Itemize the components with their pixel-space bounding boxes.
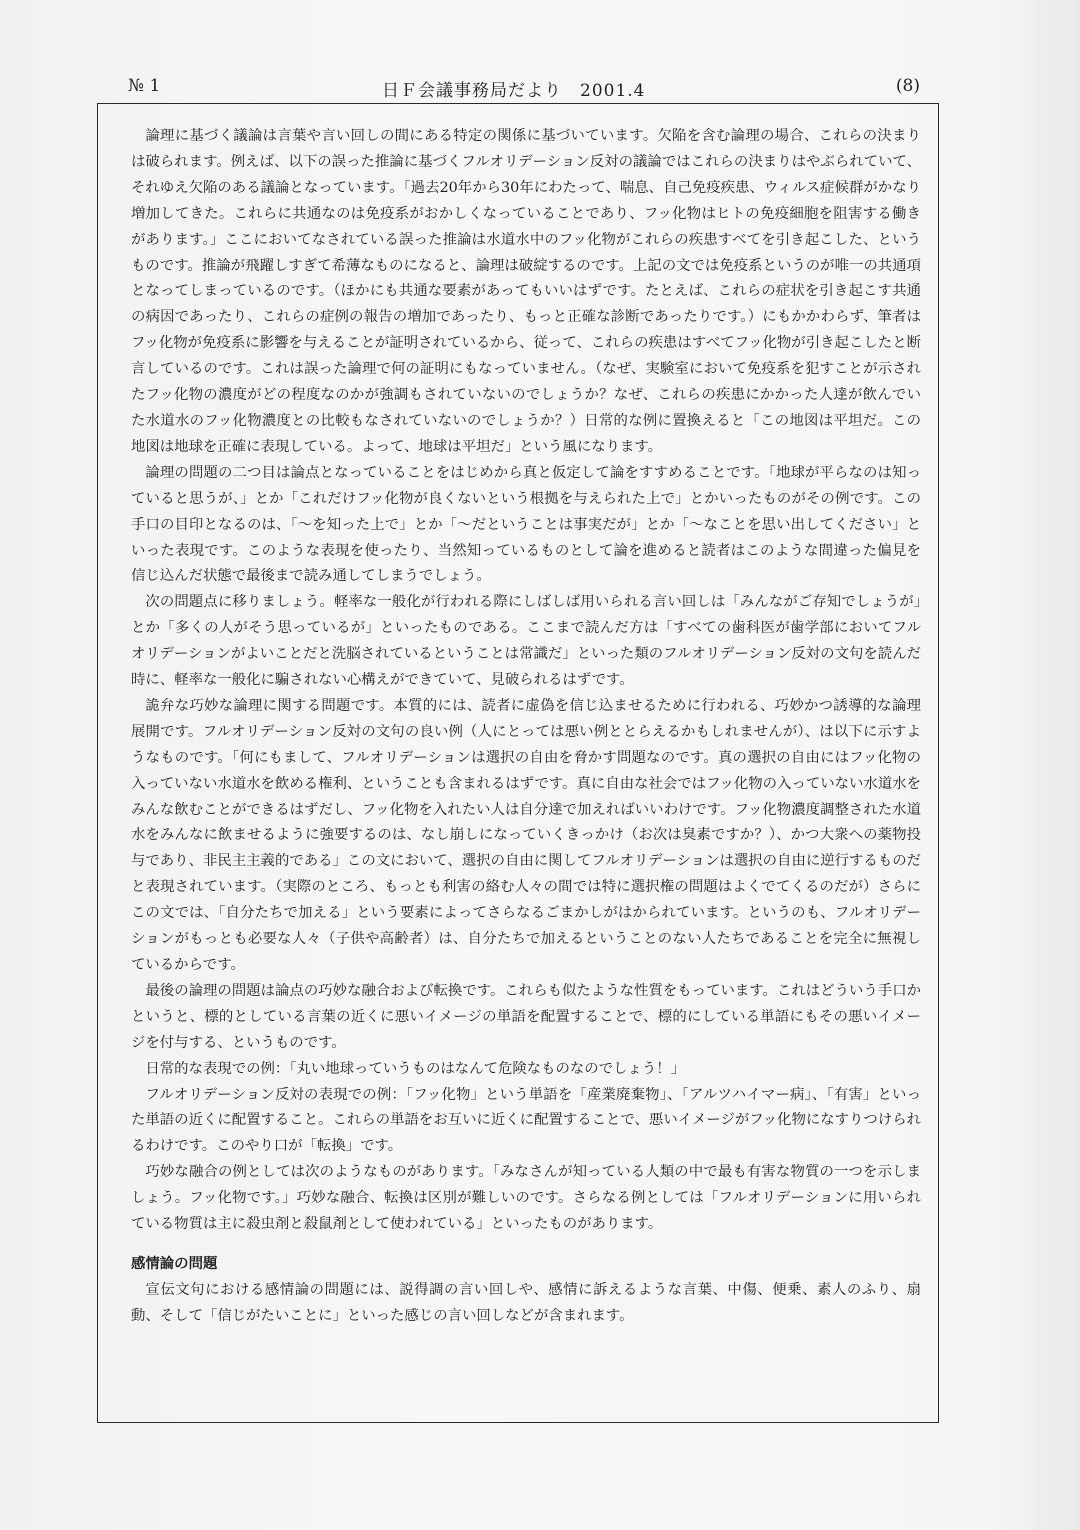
paragraph: フルオリデーション反対の表現での例：「フッ化物」という単語を「産業廃棄物」、「アルツハイマー病」、「有害」といった単語の近くに配置すること。これらの単語をお互いに近くに配置することで、悪いイメージがフッ化物になすりつけられるわけです。このやり口が「転換」です。 (131, 1086, 921, 1155)
article-body (131, 124, 921, 1330)
paragraph: 詭弁な巧妙な論理に関する問題です。本質的には、読者に虚偽を信じ込ませるために行われる、巧妙かつ誘導的な論理展開です。フルオリデーション反対の文句の良い例（人にとっては悪い例ととらえるかもしれませんが）、は以下に示すようなものです。「何にもまして、フルオリデーションは選択の自由を脅かす問題なのです。真の選択の自由にはフッ化物の入っていない水道水を飲める権利、ということも含まれるはずです。真に自由な社会ではフッ化物の入っていない水道水をみんな飲むことができるはずだし、フッ化物を入れたい人は自分達で加えればいいわけです。フッ化物濃度調整された水道水をみんなに飲ませるように強要するのは、なし崩しになっていくきっかけ（お次は臭素ですか？）、かつ大衆への薬物投与であり、非民主主義的である」この文において、選択の自由に関してフルオリデーションは選択の自由に逆行するものだと表現されています。（実際のところ、もっとも利害の絡む人々の間では特に選択権の問題はよくでてくるのだが）さらにこの文では、「自分たちで加える」という要素によってさらなるごまかしがはかられています。というのも、フルオリデーションがもっとも必要な人々（子供や高齢者）は、自分たちで加えるということのない人たちであることを完全に無視しているからです。 (131, 697, 921, 973)
paragraph: 次の問題点に移りましょう。軽率な一般化が行われる際にしばしば用いられる言い回しは「みんながご存知でしょうが」とか「多くの人がそう思っているが」といったものである。ここまで読んだ方は「すべての歯科医が歯学部においてフルオリデーションがよいことだと洗脳されているということは常識だ」といった類のフルオリデーション反対の文句を読んだ時に、軽率な一般化に騙されない心構えができていて、見破られるはずです。 (131, 594, 921, 689)
newsletter-title: 日Ｆ会議事務局だより 2001.4 (382, 81, 646, 101)
paragraph: 宣伝文句における感情論の問題には、説得調の言い回しや、感情に訴えるような言葉、中傷、便乗、素人のふり、扇動、そして「信じがたいことに」といった感じの言い回しなどが含まれます。 (131, 1281, 921, 1324)
issue-number: № 1 (128, 76, 161, 96)
page-header (128, 76, 920, 102)
section-heading: 感情論の問題 (131, 1255, 218, 1272)
paragraph: 論理に基づく議論は言葉や言い回しの間にある特定の関係に基づいています。欠陥を含む論理の場合、これらの決まりは破られます。例えば、以下の誤った推論に基づくフルオリデーション反対の議論ではこれらの決まりはやぶられていて、それゆえ欠陥のある議論となっています。「過去20年から30年にわたって、喘息、自己免疫疾患、ウィルス症候群がかなり増加してきた。これらに共通なのは免疫系がおかしくなっていることであり、フッ化物はヒトの免疫細胞を阻害する働きがあります。」ここにおいてなされている誤った推論は水道水中のフッ化物がこれらの疾患すべてを引き起こした、というものです。推論が飛躍しすぎて希薄なものになると、論理は破綻するのです。上記の文では免疫系というのが唯一の共通項となってしまっているのです。（ほかにも共通な要素があってもいいはずです。たとえば、これらの症状を引き起こす共通の病因であったり、これらの症例の報告の増加であったり、もっと正確な診断であったりです。）にもかかわらず、筆者はフッ化物が免疫系に影響を与えることが証明されているから、従って、これらの疾患はすべてフッ化物が引き起こしたと断言しているのです。これは誤った論理で何の証明にもなっていません。（なぜ、実験室において免疫系を犯すことが示されたフッ化物の濃度がどの程度なのかが強調もされていないのでしょうか？なぜ、これらの疾患にかかった人達が飲んでいた水道水のフッ化物濃度との比較もなされていないのでしょうか？）日常的な例に置換えると「この地図は平坦だ。この地図は地球を正確に表現している。よって、地球は平坦だ」という風になります。 (131, 128, 921, 455)
page-number: (8) (895, 76, 920, 96)
paragraph: 日常的な表現での例：「丸い地球っていうものはなんて危険なものなのでしょう！」 (145, 1060, 686, 1077)
paragraph: 巧妙な融合の例としては次のようなものがあります。「みなさんが知っている人類の中で最も有害な物質の一つを示しましょう。フッ化物です。」巧妙な融合、転換は区別が難しいのです。さらなる例としては「フルオリデーションに用いられている物質は主に殺虫剤と殺鼠剤として使われている」といったものがあります。 (131, 1164, 921, 1233)
paragraph: 最後の論理の問題は論点の巧妙な融合および転換です。これらも似たような性質をもっています。これはどういう手口かというと、標的としている言葉の近くに悪いイメージの単語を配置することで、標的にしている単語にもその悪いイメージを付与する、というものです。 (131, 982, 921, 1051)
paragraph: 論理の問題の二つ目は論点となっていることをはじめから真と仮定して論をすすめることです。「地球が平らなのは知っていると思うが、」とか「これだけフッ化物が良くないという根拠を与えられた上で」とかいったものがその例です。この手口の目印となるのは、「〜を知った上で」とか「〜だということは事実だが」とか「〜なことを思い出してください」といった表現です。このような表現を使ったり、当然知っているものとして論を進めると読者はこのような間違った偏見を信じ込んだ状態で最後まで読み通してしまうでしょう。 (131, 464, 921, 585)
